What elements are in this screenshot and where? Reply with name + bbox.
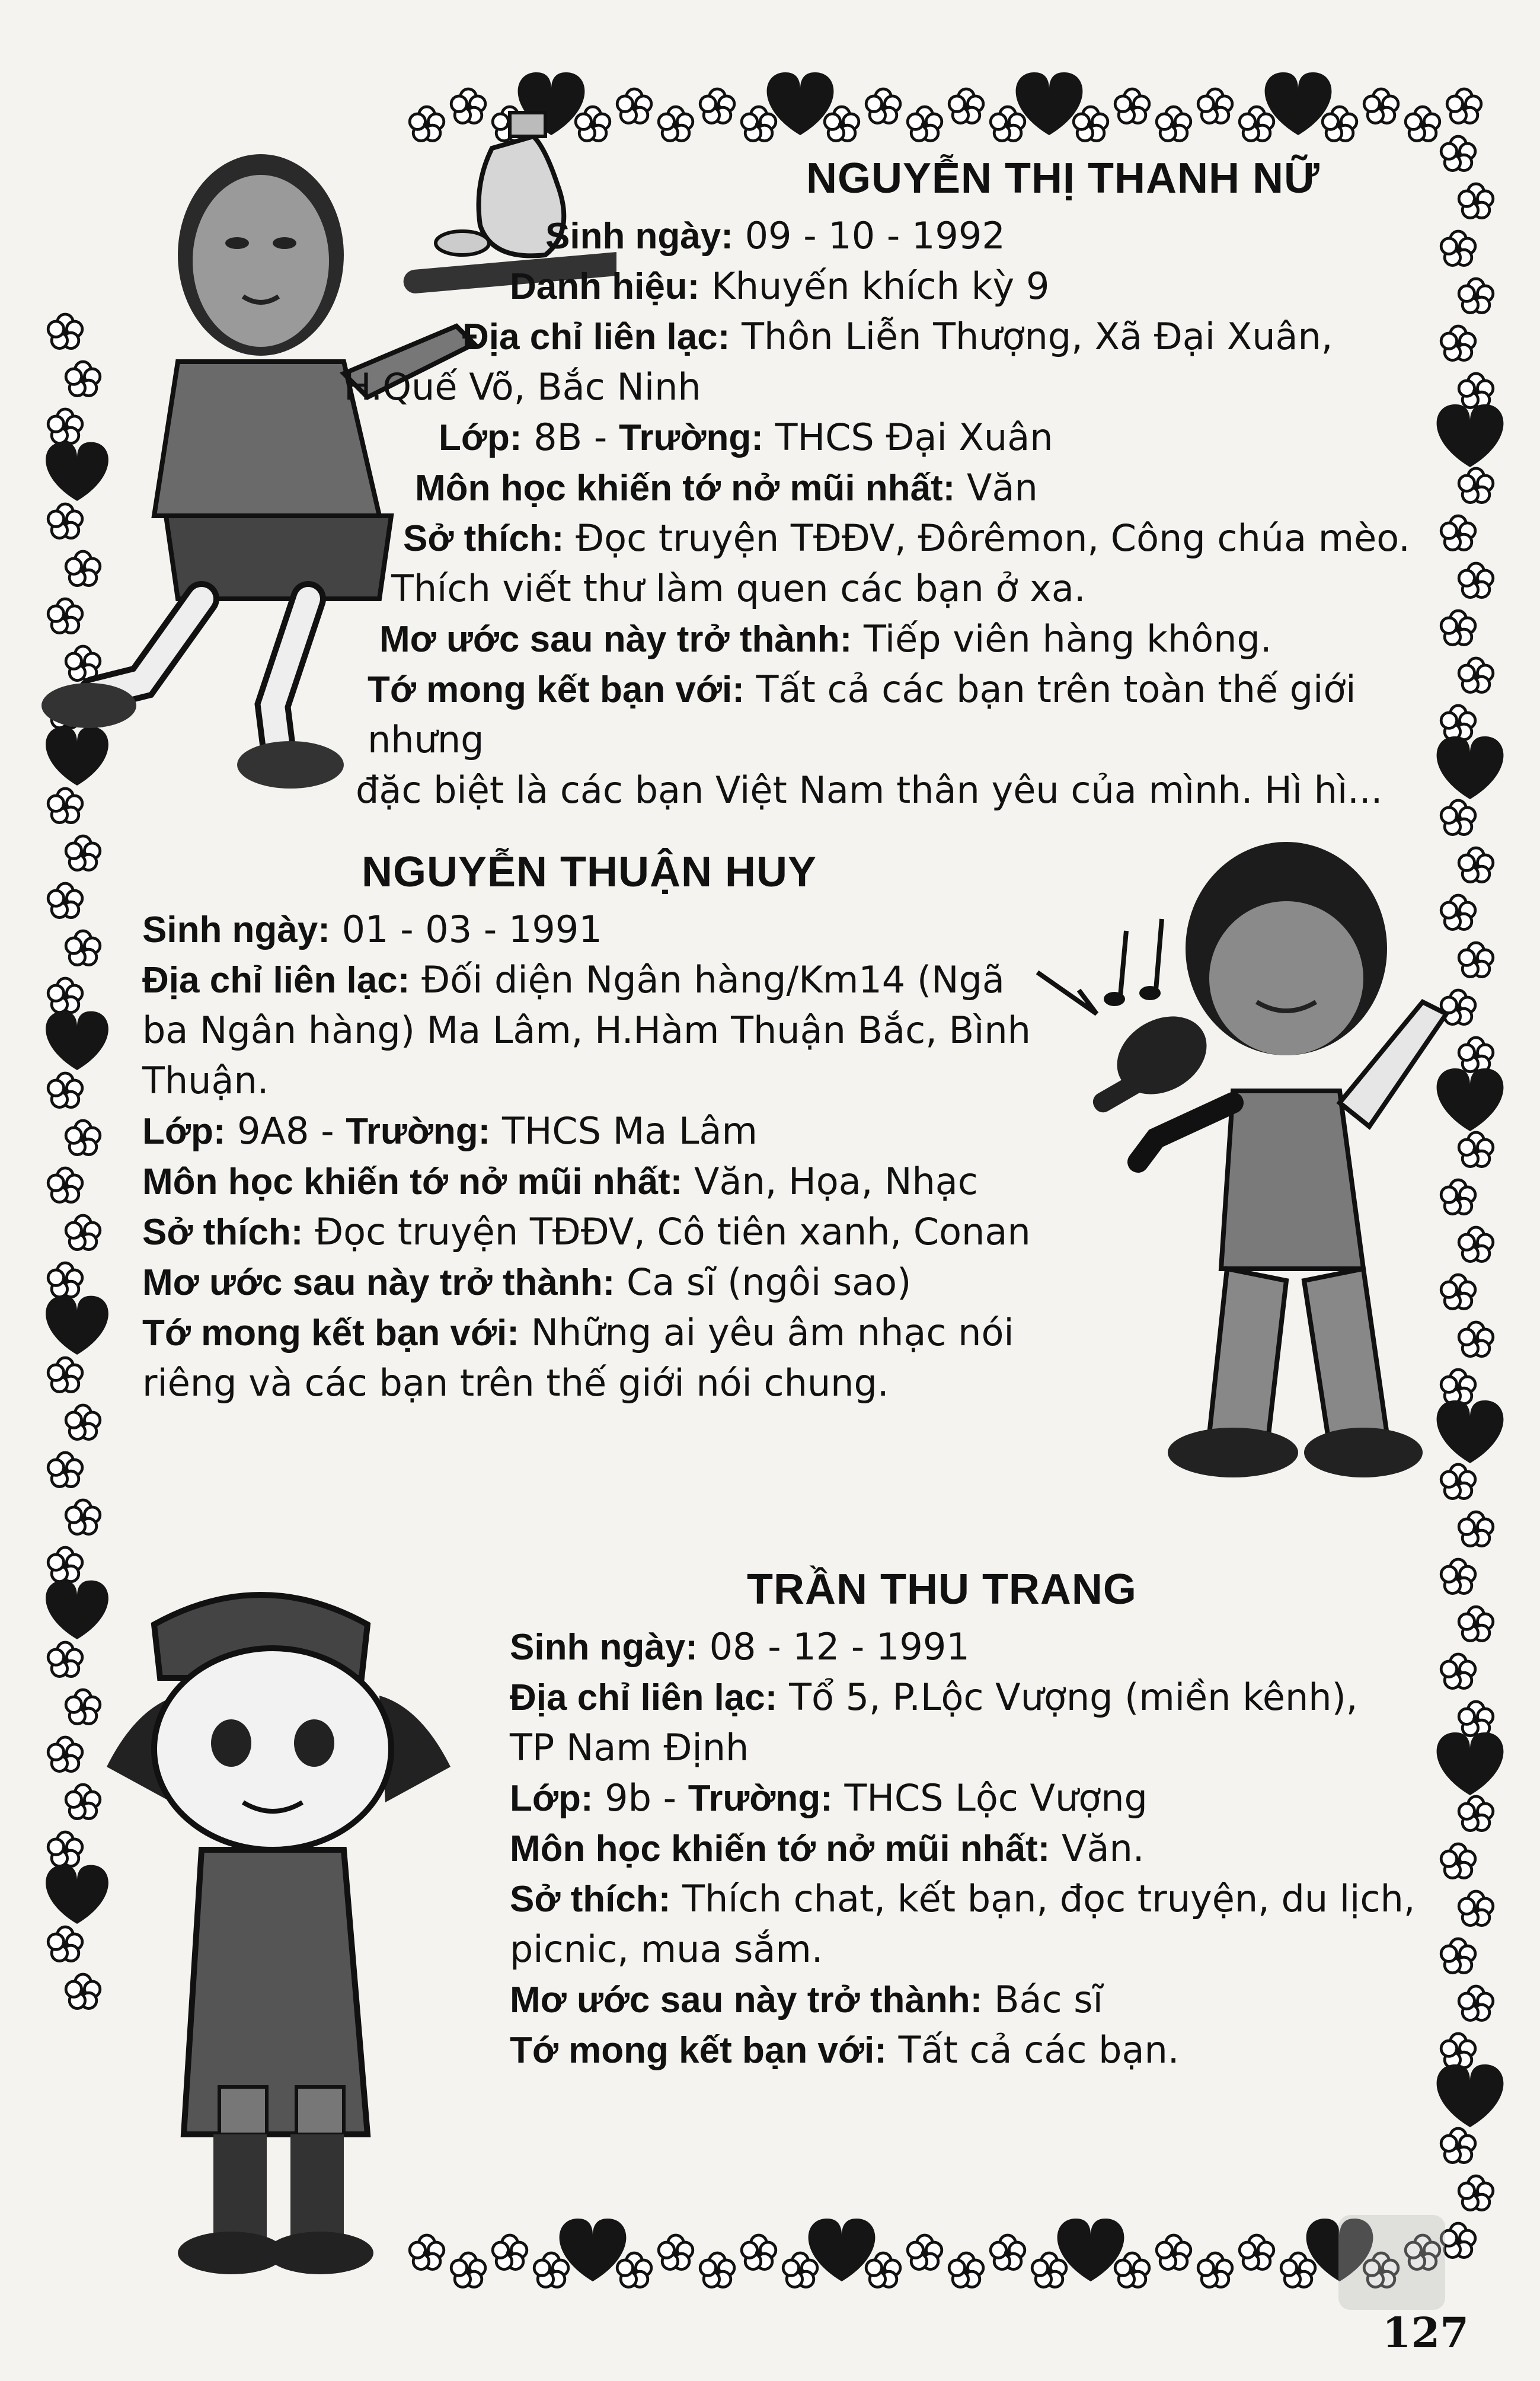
flower-icon	[1156, 2235, 1191, 2270]
flower-icon	[1459, 1986, 1493, 2021]
flower-icon	[1198, 89, 1232, 123]
heart-icon	[767, 72, 834, 135]
flower-icon	[617, 2253, 651, 2287]
field-value: 01 - 03 - 1991	[330, 908, 602, 951]
flower-icon	[1459, 1512, 1493, 1546]
flower-icon	[700, 2253, 734, 2287]
flower-icon	[48, 1642, 82, 1677]
flower-icon	[1322, 107, 1357, 141]
profile-row	[344, 362, 1446, 413]
flower-icon	[742, 107, 776, 141]
flower-icon	[1459, 468, 1493, 503]
flower-icon	[949, 2253, 983, 2287]
field-label: Sở thích:	[510, 1879, 671, 1920]
field-label: Môn học khiến tớ nở mũi nhất:	[142, 1161, 683, 1202]
field-value: ba Ngân hàng) Ma Lâm, H.Hàm Thuận Bắc, Bình	[142, 1008, 1031, 1052]
profile-row	[403, 513, 1446, 564]
page-number: 127	[1382, 2308, 1469, 2357]
flower-icon	[66, 836, 100, 870]
flower-icon	[659, 107, 693, 141]
field-value: THCS Đại Xuân	[763, 416, 1053, 459]
flower-icon	[48, 1168, 82, 1202]
profile-row	[142, 1056, 1043, 1106]
field-label: Địa chỉ liên lạc:	[510, 1677, 778, 1718]
flower-icon	[1459, 279, 1493, 313]
profile-name: NGUYỄN THỊ THANH NỮ	[806, 155, 1320, 202]
field-label: Sinh ngày:	[142, 909, 330, 950]
flower-icon	[534, 2253, 568, 2287]
girl-illustration	[83, 1553, 510, 2289]
field-value: đặc biệt là các bạn Việt Nam thân yêu của mình. Hì hì...	[356, 768, 1383, 812]
profile-row	[510, 2025, 1458, 2076]
flower-icon	[1459, 184, 1493, 218]
field-value: Đọc truyện TĐĐV, Đôrêmon, Công chúa mèo.	[564, 516, 1410, 560]
field-label: Môn học khiến tớ nở mũi nhất:	[510, 1828, 1050, 1869]
flower-icon	[48, 1832, 82, 1866]
heart-icon	[1437, 736, 1504, 799]
flower-icon	[1459, 1607, 1493, 1641]
heart-icon	[1016, 72, 1083, 135]
profile-row	[356, 765, 1446, 816]
profile-row	[510, 1824, 1458, 1874]
heart-icon	[1437, 404, 1504, 467]
flower-icon	[1459, 563, 1493, 598]
flower-icon	[48, 1737, 82, 1772]
flower-icon	[48, 1263, 82, 1297]
field-label: Địa chỉ liên lạc:	[462, 317, 730, 358]
flower-icon	[1156, 107, 1191, 141]
profile-card-1	[344, 154, 1446, 816]
field-value: Ca sĩ (ngôi sao)	[615, 1260, 912, 1304]
flower-icon	[1405, 107, 1440, 141]
watermark-logo	[1333, 2209, 1451, 2316]
flower-icon	[66, 1405, 100, 1440]
field-label: Địa chỉ liên lạc:	[142, 960, 410, 1001]
flower-icon	[1447, 89, 1481, 123]
field-label: Sinh ngày:	[545, 216, 733, 257]
flower-icon	[1459, 1796, 1493, 1831]
field-value: Thích chat, kết bạn, đọc truyện, du lịch,	[670, 1877, 1416, 1920]
field-value: Văn.	[1050, 1827, 1145, 1870]
profile-row	[142, 1207, 1043, 1257]
heart-icon	[46, 1011, 108, 1070]
profile-row	[510, 261, 1446, 312]
flower-icon	[991, 2235, 1025, 2270]
profile-row	[462, 312, 1446, 362]
flower-icon	[1115, 89, 1149, 123]
flower-icon	[48, 1927, 82, 1961]
profile-row	[142, 1006, 1043, 1056]
flower-icon	[991, 107, 1025, 141]
field-value: Thôn Liễn Thượng, Xã Đại Xuân,	[730, 315, 1333, 358]
profile-row	[510, 1622, 1458, 1673]
field-label: Mơ ước sau này trở thành:	[142, 1262, 615, 1303]
field-value: Tiếp viên hàng không.	[852, 617, 1272, 660]
flower-icon	[949, 89, 983, 123]
profile-row	[510, 1874, 1458, 1924]
field-value: 09 - 10 - 1992	[733, 214, 1005, 257]
flower-icon	[1459, 374, 1493, 408]
profile-row	[510, 1975, 1458, 2025]
field-value: Tất cả các bạn trên toàn thế giới nhưng	[368, 668, 1356, 761]
flower-icon	[1032, 2253, 1066, 2287]
field-value: H.Quế Võ, Bắc Ninh	[344, 365, 701, 408]
profile-details	[510, 1622, 1458, 2076]
field-label: Danh hiệu:	[510, 266, 700, 307]
heart-icon	[46, 1296, 108, 1355]
field-label: Trường:	[618, 417, 763, 458]
flower-icon	[48, 1547, 82, 1582]
field-value: Bác sĩ	[982, 1978, 1103, 2021]
flower-icon	[1281, 2253, 1315, 2287]
field-label: Lớp:	[510, 1778, 593, 1819]
flower-icon	[48, 1453, 82, 1487]
field-value: Những ai yêu âm nhạc nói	[519, 1311, 1014, 1354]
profile-row	[415, 463, 1446, 513]
field-value: THCS Lộc Vượng	[832, 1776, 1148, 1820]
profile-row	[510, 1773, 1458, 1824]
field-label: Lớp:	[439, 417, 522, 458]
flower-icon	[66, 931, 100, 965]
field-value: Đọc truyện TĐĐV, Cô tiên xanh, Conan	[303, 1210, 1031, 1253]
profile-name: NGUYỄN THUẬN HUY	[362, 848, 817, 896]
flower-icon	[1073, 107, 1108, 141]
heart-icon	[560, 2219, 627, 2281]
profile-row	[510, 1723, 1458, 1773]
music-notes-icon	[1025, 907, 1180, 1049]
field-label: Sinh ngày:	[510, 1627, 698, 1668]
flower-icon	[825, 107, 859, 141]
profile-row	[142, 1257, 1043, 1308]
profile-details	[344, 211, 1446, 816]
flower-icon	[66, 1215, 100, 1250]
field-value: Khuyến khích kỳ 9	[699, 264, 1050, 308]
flower-icon	[866, 89, 900, 123]
field-label: Sở thích:	[403, 518, 564, 559]
profile-row	[142, 1358, 1043, 1409]
profile-row	[545, 211, 1446, 261]
flower-icon	[1459, 2176, 1493, 2210]
flower-icon	[1459, 658, 1493, 692]
profile-row	[379, 614, 1446, 665]
heart-icon	[1057, 2219, 1124, 2281]
heart-icon	[809, 2219, 876, 2281]
flower-icon	[1441, 2128, 1475, 2163]
field-value: Văn, Họa, Nhạc	[682, 1160, 978, 1203]
field-value: 9b -	[593, 1776, 688, 1820]
flower-icon	[783, 2253, 817, 2287]
flower-icon	[866, 2253, 900, 2287]
field-value: picnic, mua sắm.	[510, 1927, 823, 1971]
field-value: Văn	[955, 466, 1038, 509]
profile-row	[142, 1157, 1043, 1207]
field-value: 8B -	[522, 416, 619, 459]
profile-row	[142, 905, 1043, 955]
flower-icon	[1459, 1702, 1493, 1736]
field-value: THCS Ma Lâm	[490, 1109, 758, 1153]
profile-row	[510, 1673, 1458, 1723]
profile-row	[142, 955, 1043, 1006]
flower-icon	[908, 2235, 942, 2270]
flower-icon	[1459, 1891, 1493, 1926]
flower-icon	[1198, 2253, 1232, 2287]
flower-icon	[1239, 2235, 1274, 2270]
profile-row	[142, 1308, 1043, 1358]
field-value: 9A8 -	[225, 1109, 346, 1153]
flower-icon	[66, 1500, 100, 1534]
field-label: Tớ mong kết bạn với:	[142, 1313, 519, 1354]
flower-icon	[700, 89, 734, 123]
field-label: Trường:	[346, 1111, 491, 1152]
field-label: Tớ mong kết bạn với:	[368, 669, 745, 710]
profile-name: TRẦN THU TRANG	[747, 1566, 1137, 1613]
field-label: Sở thích:	[142, 1212, 303, 1253]
flower-icon	[617, 89, 651, 123]
field-value: Thích viết thư làm quen các bạn ở xa.	[391, 567, 1086, 610]
flower-icon	[1239, 107, 1274, 141]
field-label: Trường:	[688, 1778, 833, 1819]
flower-icon	[1115, 2253, 1149, 2287]
field-value: Tất cả các bạn.	[886, 2028, 1180, 2072]
profile-row	[510, 1924, 1458, 1975]
field-label: Mơ ước sau này trở thành:	[510, 1980, 983, 2021]
heart-icon	[1265, 72, 1332, 135]
profile-card-2	[142, 848, 1043, 1409]
field-value: Thuận.	[142, 1059, 269, 1102]
profile-row	[142, 1106, 1043, 1157]
flower-icon	[1364, 89, 1398, 123]
profile-card-3	[510, 1565, 1458, 2076]
flower-icon	[908, 107, 942, 141]
field-value: TP Nam Định	[510, 1726, 749, 1769]
flower-icon	[66, 1121, 100, 1155]
flower-icon	[48, 1358, 82, 1392]
flower-icon	[48, 978, 82, 1013]
field-value: Đối diện Ngân hàng/Km14 (Ngã	[410, 958, 1005, 1001]
flower-icon	[659, 2235, 693, 2270]
flower-icon	[742, 2235, 776, 2270]
profile-row	[439, 413, 1446, 463]
field-label: Môn học khiến tớ nở mũi nhất:	[415, 468, 956, 509]
field-value: riêng và các bạn trên thế giới nói chung.	[142, 1361, 889, 1405]
field-label: Mơ ước sau này trở thành:	[379, 619, 852, 660]
field-value: 08 - 12 - 1991	[697, 1625, 970, 1668]
field-label: Tớ mong kết bạn với:	[510, 2030, 887, 2071]
profile-details	[142, 905, 1043, 1409]
field-label: Lớp:	[142, 1111, 226, 1152]
flower-icon	[48, 1073, 82, 1107]
flower-icon	[48, 883, 82, 918]
profile-row	[391, 564, 1446, 614]
profile-row	[368, 665, 1446, 765]
field-value: Tổ 5, P.Lộc Vượng (miền kênh),	[777, 1675, 1358, 1719]
